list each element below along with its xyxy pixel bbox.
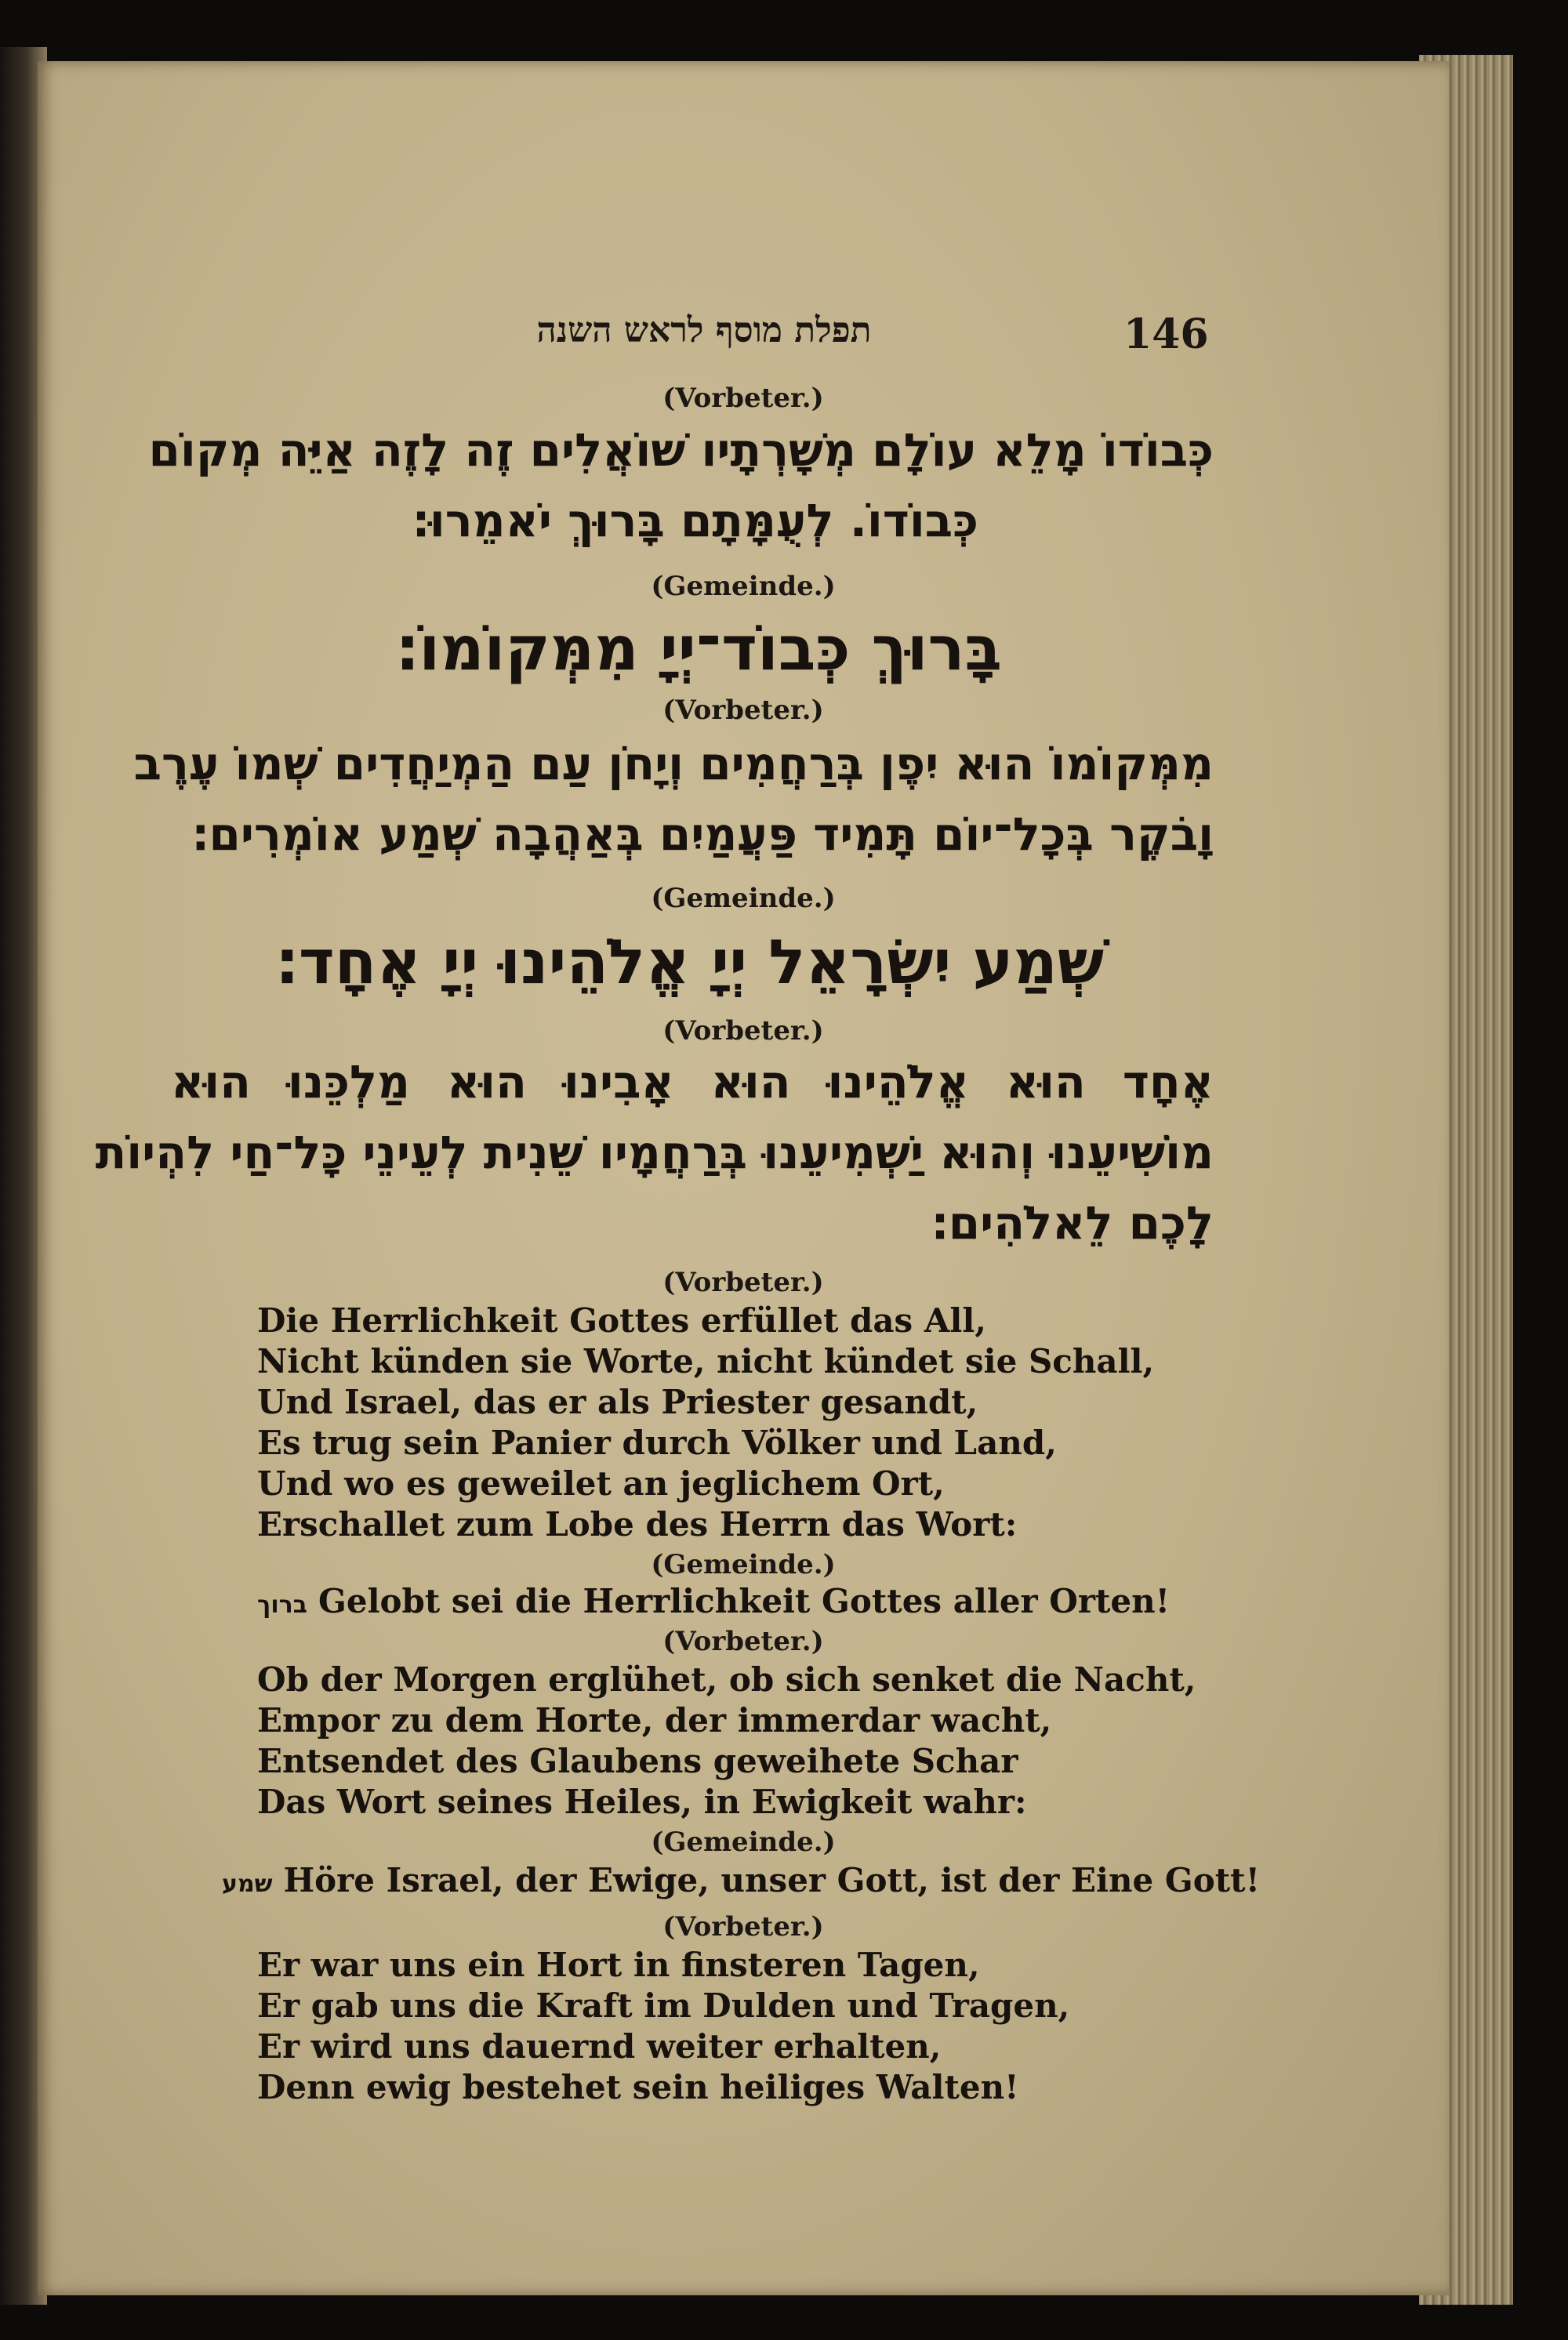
german-response-text: Gelobt sei die Herrlichkeit Gottes aller Orten! — [318, 1582, 1171, 1620]
german-response-text: Höre Israel, der Ewige, unser Gott, ist der Eine Gott! — [283, 1861, 1261, 1899]
speaker-label: (Gemeinde.) — [651, 571, 836, 602]
hebrew-line: אֶחָד הוּא אֱלֹהֵינוּ הוּא אָבִינוּ הוּא מַלְכֵּנוּ הוּא — [171, 1055, 1214, 1108]
page-number: 146 — [1123, 310, 1209, 358]
page-header — [38, 310, 1449, 365]
speaker-label: (Vorbeter.) — [662, 1626, 824, 1657]
german-verse-line: Erschallet zum Lobe des Herrn das Wort: — [257, 1505, 1018, 1544]
hebrew-line: מוֹשִׁיעֵנוּ וְהוּא יַשְׁמִיעֵנוּ בְּרַחֲמָיו שֵׁנִית לְעֵינֵי כָּל־חַי לִהְיוֹת — [95, 1126, 1214, 1179]
hebrew-line-large: שְׁמַע יִשְׂרָאֵל יְיָ אֱלֹהֵינוּ יְיָ אֶחָד׃ — [275, 927, 1104, 998]
german-verse-line: Entsendet des Glaubens geweihete Schar — [257, 1742, 1018, 1780]
speaker-label: (Gemeinde.) — [651, 1549, 836, 1580]
hebrew-line: מִמְּקוֹמוֹ הוּא יִפֶן בְּרַחֲמִים וְיָחֹן עַם הַמְיַחֲדִים שְׁמוֹ עֶרֶב — [133, 737, 1214, 790]
german-verse-line: Denn ewig bestehet sein heiliges Walten! — [257, 2068, 1019, 2106]
running-head: תפלת מוסף לראש השנה — [536, 310, 872, 350]
german-verse-line: Empor zu dem Horte, der immerdar wacht, — [257, 1701, 1052, 1740]
german-response-line — [257, 1582, 1170, 1620]
hebrew-line: לָכֶם לֵאלֹהִים׃ — [931, 1196, 1214, 1250]
german-verse-line: Nicht künden sie Worte, nicht kündet sie Schall, — [257, 1342, 1155, 1380]
german-response-line — [222, 1861, 1260, 1899]
speaker-label: (Vorbeter.) — [662, 1911, 824, 1943]
hebrew-line: כְּבוֹדוֹ. לְעֻמָּתָם בָּרוּךְ יֹאמֵרוּ׃ — [412, 494, 978, 547]
german-verse-line: Er wird uns dauernd weiter erhalten, — [257, 2027, 942, 2066]
german-verse-line: Das Wort seines Heiles, in Ewigkeit wahr: — [257, 1783, 1027, 1821]
german-verse-line: Er gab uns die Kraft im Dulden und Tragen, — [257, 1986, 1070, 2025]
speaker-label: (Vorbeter.) — [662, 1015, 824, 1047]
german-verse-line: Und wo es geweilet an jeglichem Ort, — [257, 1464, 945, 1503]
speaker-label: (Vorbeter.) — [662, 383, 824, 414]
speaker-label: (Gemeinde.) — [651, 1827, 836, 1858]
hebrew-line: וָבֹקֶר בְּכָל־יוֹם תָּמִיד פַּעֲמַיִם בְּאַהֲבָה שְׁמַע אוֹמְרִים׃ — [191, 807, 1214, 861]
speaker-label: (Vorbeter.) — [662, 695, 824, 726]
hebrew-line: כְּבוֹדוֹ מָלֵא עוֹלָם מְשָׁרְתָיו שׁוֹאֲלִים זֶה לָזֶה אַיֵּה מְקוֹם — [148, 423, 1214, 477]
german-verse-line: Er war uns ein Hort in finsteren Tagen, — [257, 1946, 980, 1984]
hebrew-keyword: שמע — [222, 1870, 273, 1898]
german-verse-line: Es trug sein Panier durch Völker und Land, — [257, 1424, 1057, 1462]
speaker-label: (Gemeinde.) — [651, 883, 836, 914]
book-page — [38, 61, 1449, 2295]
german-verse-line: Und Israel, das er als Priester gesandt, — [257, 1383, 978, 1421]
german-verse-line: Die Herrlichkeit Gottes erfüllet das All, — [257, 1301, 986, 1340]
german-verse-line: Ob der Morgen erglühet, ob sich senket die Nacht, — [257, 1660, 1196, 1699]
hebrew-keyword: ברוך — [257, 1591, 307, 1619]
hebrew-line-large: בָּרוּךְ כְּבוֹד־יְיָ מִמְּקוֹמוֹ׃ — [396, 614, 1002, 684]
speaker-label: (Vorbeter.) — [662, 1267, 824, 1298]
